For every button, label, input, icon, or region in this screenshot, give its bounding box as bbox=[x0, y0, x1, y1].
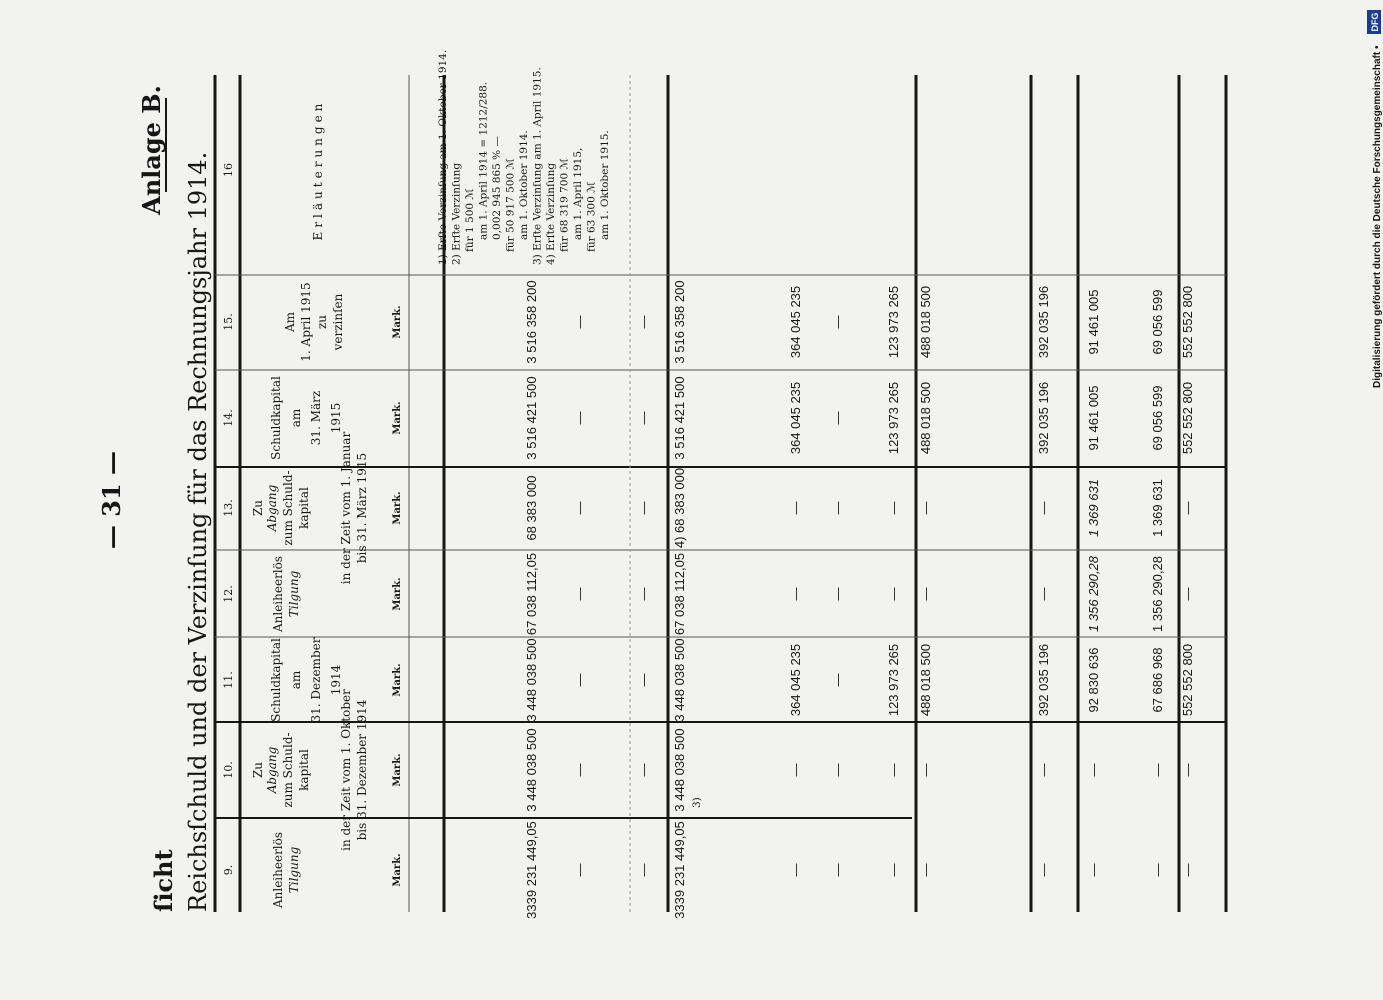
page-number: — 31 — bbox=[97, 450, 126, 550]
header-12-b: Tilgung bbox=[287, 570, 301, 618]
cell-r2-c14: — bbox=[572, 411, 587, 425]
cell-r11-c12: — bbox=[1180, 587, 1195, 601]
cell-r2-c15: — bbox=[572, 315, 587, 329]
note-line-5: für 50 917 500 ℳ bbox=[504, 158, 517, 252]
cell-r8-c12: — bbox=[1036, 587, 1051, 601]
units-row bbox=[392, 305, 403, 886]
cell-r4-c11: 364 045 235 bbox=[788, 643, 803, 717]
unit-9: Mark. bbox=[392, 853, 403, 887]
cell-r4-c14: 364 045 235 bbox=[788, 381, 803, 455]
header-11-c: 31. Dezember bbox=[309, 637, 323, 723]
cell-r3-c15: — bbox=[636, 315, 651, 329]
header-15-d: verzinſen bbox=[331, 293, 345, 351]
cell-r10-c13: 1 369 631 bbox=[1150, 479, 1165, 537]
column-numbers bbox=[222, 163, 235, 875]
cell-r1-c11: 3 448 038 500 bbox=[524, 638, 539, 722]
header-13-b: Abgang bbox=[265, 484, 279, 532]
note-line-7: 3) Erſte Verzinſung am 1. April 1915. bbox=[531, 67, 544, 265]
cell-r1-c12: 67 038 112,05 bbox=[524, 552, 539, 636]
note-line-12: am 1. Oktober 1915. bbox=[599, 130, 611, 240]
header-13-d: kapital bbox=[297, 487, 311, 529]
note-line-4: 0,002 945 865 % — bbox=[491, 136, 503, 240]
note-line-9: für 68 319 700 ℳ bbox=[558, 158, 571, 252]
cell-r4-c13: — bbox=[788, 501, 803, 515]
header-12-a: Anleiheerlös bbox=[271, 555, 285, 633]
cell-r8-c10: — bbox=[1036, 763, 1051, 777]
cell-sum1-c10-footnote: 3) bbox=[691, 797, 703, 808]
cell-r3-c9: — bbox=[636, 863, 651, 877]
col-num-9: 9. bbox=[222, 864, 235, 876]
note-line-3: am 1. April 1914 = 1212/288. bbox=[477, 81, 490, 240]
cell-r9-c14: 91 461 005 bbox=[1086, 385, 1101, 451]
cell-r7-c9: — bbox=[918, 863, 933, 877]
cell-r1-c15: 3 516 358 200 bbox=[524, 280, 539, 364]
cell-r9-c13: 1 369 631 bbox=[1086, 479, 1101, 537]
cell-r4-c15: 364 045 235 bbox=[788, 285, 803, 359]
col-num-10: 10. bbox=[222, 761, 235, 779]
unit-15: Mark. bbox=[392, 305, 403, 339]
cell-r7-c10: — bbox=[918, 763, 933, 777]
unit-13: Mark. bbox=[392, 491, 403, 525]
cell-r1-c9: 3339 231 449,05 bbox=[524, 821, 539, 919]
header-15-c: zu bbox=[315, 314, 329, 330]
cell-r3-c10: — bbox=[636, 763, 651, 777]
cell-r9-c15: 91 461 005 bbox=[1086, 289, 1101, 355]
cell-r10-c12: 1 356 290,28 bbox=[1150, 556, 1165, 632]
cell-r6-c11: 123 973 265 bbox=[886, 643, 901, 717]
cell-r8-c11: 392 035 196 bbox=[1036, 643, 1051, 717]
cell-r1-c14: 3 516 421 500 bbox=[524, 376, 539, 460]
header-12-period-1: in der Zeit vom 1. Januar bbox=[339, 431, 353, 585]
note-line-8: 4) Erſte Verzinſung bbox=[545, 162, 557, 265]
cell-r9-c12: 1 356 290,28 bbox=[1086, 556, 1101, 632]
cell-r9-c9: — bbox=[1086, 863, 1101, 877]
cell-r7-c13: — bbox=[918, 501, 933, 515]
cell-r8-c13: — bbox=[1036, 501, 1051, 515]
cell-r6-c14: 123 973 265 bbox=[886, 381, 901, 455]
header-9-period-2: bis 31. Dezember 1914 bbox=[355, 699, 369, 841]
cell-r10-c11: 67 686 968 bbox=[1150, 647, 1165, 713]
note-line-6: am 1. Oktober 1914. bbox=[518, 130, 530, 240]
col-num-13: 13. bbox=[222, 499, 235, 517]
annex-label: Anlage B. bbox=[137, 85, 166, 215]
header-13-a: Zu bbox=[251, 499, 265, 517]
unit-10: Mark. bbox=[392, 753, 403, 787]
title-line-1: ſicht bbox=[149, 849, 178, 912]
header-10-d: kapital bbox=[297, 749, 311, 791]
header-14-c: 31. März bbox=[309, 390, 323, 446]
cell-r5-c11: — bbox=[830, 673, 845, 687]
header-13-c: zum Schuld- bbox=[281, 470, 295, 546]
unit-11: Mark. bbox=[392, 663, 403, 697]
cell-sum1-c10: 3 448 038 500 bbox=[672, 728, 687, 812]
header-9-a: Anleiheerlös bbox=[271, 831, 285, 909]
cell-r6-c15: 123 973 265 bbox=[886, 285, 901, 359]
cell-r2-c10: — bbox=[572, 763, 587, 777]
note-line-11: für 63 300 ℳ bbox=[585, 181, 598, 252]
cell-r8-c14: 392 035 196 bbox=[1036, 381, 1051, 455]
cell-sum1-c12: 67 038 112,05 bbox=[672, 552, 687, 636]
title-line-2: Reichsſchuld und der Verzinſung für das Rechnungsjahr 1914. bbox=[184, 151, 212, 912]
cell-r5-c13: — bbox=[830, 501, 845, 515]
cell-r9-c11: 92 830 636 bbox=[1086, 647, 1101, 713]
explanations bbox=[437, 50, 611, 265]
cell-r8-c15: 392 035 196 bbox=[1036, 285, 1051, 359]
header-11-d: 1914 bbox=[329, 664, 343, 696]
cell-r4-c10: — bbox=[788, 763, 803, 777]
cell-r6-c10: — bbox=[886, 763, 901, 777]
col-num-16: 16 bbox=[222, 163, 235, 177]
table-body bbox=[524, 280, 1195, 918]
cell-r11-c13: — bbox=[1180, 501, 1195, 515]
cell-r1-c10: 3 448 038 500 bbox=[524, 728, 539, 812]
digitization-credit: Digitalisierung gefördert durch die Deutsche Forschungsgemeinschaft • bbox=[1372, 45, 1383, 388]
cell-sum1-c13: 4) 68 383 000 bbox=[672, 467, 687, 549]
dfg-logo bbox=[1367, 10, 1381, 34]
cell-r1-c13: 68 383 000 bbox=[524, 475, 539, 541]
cell-r6-c9: — bbox=[886, 863, 901, 877]
header-14-a: Schuldkapital bbox=[269, 376, 283, 460]
cell-r2-c9: — bbox=[572, 863, 587, 877]
unit-14: Mark. bbox=[392, 401, 403, 435]
cell-sum1-c11: 3 448 038 500 bbox=[672, 638, 687, 722]
cell-r8-c9: — bbox=[1036, 863, 1051, 877]
title-block bbox=[149, 152, 212, 912]
cell-r11-c11: 552 552 800 bbox=[1180, 643, 1195, 717]
cell-r5-c12: — bbox=[830, 587, 845, 601]
cell-r10-c14: 69 056 599 bbox=[1150, 385, 1165, 451]
cell-r10-c9: — bbox=[1150, 863, 1165, 877]
unit-12: Mark. bbox=[392, 577, 403, 611]
note-line-0: 1) Erſte Verzinſung am 1. Oktober 1914. bbox=[437, 49, 449, 265]
cell-r5-c14: — bbox=[830, 411, 845, 425]
header-16: Erläuterungen bbox=[311, 99, 325, 241]
cell-r7-c12: — bbox=[918, 587, 933, 601]
cell-r7-c11: 488 018 500 bbox=[918, 643, 933, 717]
cell-r5-c15: — bbox=[830, 315, 845, 329]
col-num-15: 15. bbox=[222, 313, 235, 331]
dfg-logo-text: DFG bbox=[1370, 12, 1380, 32]
cell-r2-c13: — bbox=[572, 501, 587, 515]
cell-r2-c11: — bbox=[572, 673, 587, 687]
header-14-b: am bbox=[289, 408, 303, 428]
cell-r11-c14: 552 552 800 bbox=[1180, 381, 1195, 455]
header-10-b: Abgang bbox=[265, 746, 279, 794]
header-12-period-2: bis 31. März 1915 bbox=[355, 452, 369, 564]
header-10-c: zum Schuld- bbox=[281, 732, 295, 808]
cell-r11-c9: — bbox=[1180, 863, 1195, 877]
note-line-2: für 1 500 ℳ bbox=[464, 188, 476, 252]
cell-r10-c15: 69 056 599 bbox=[1150, 289, 1165, 355]
cell-sum1-c15: 3 516 358 200 bbox=[672, 280, 687, 364]
cell-r5-c9: — bbox=[830, 863, 845, 877]
cell-r5-c10: — bbox=[830, 763, 845, 777]
cell-r6-c13: — bbox=[886, 501, 901, 515]
col-num-12: 12. bbox=[222, 585, 235, 603]
header-9-b: Tilgung bbox=[287, 846, 301, 894]
col-num-14: 14. bbox=[222, 409, 235, 427]
cell-r7-c14: 488 018 500 bbox=[918, 381, 933, 455]
cell-r4-c9: — bbox=[788, 863, 803, 877]
header-15-b: 1. April 1915 bbox=[299, 282, 313, 362]
cell-r7-c15: 488 018 500 bbox=[918, 285, 933, 359]
cell-r3-c13: — bbox=[636, 501, 651, 515]
column-headers bbox=[251, 100, 369, 909]
header-11-a: Schuldkapital bbox=[269, 638, 283, 722]
header-9-period-1: in der Zeit vom 1. Oktober bbox=[339, 689, 353, 851]
cell-r11-c10: — bbox=[1180, 763, 1195, 777]
cell-r3-c11: — bbox=[636, 673, 651, 687]
cell-r10-c10: — bbox=[1150, 763, 1165, 777]
cell-r9-c10: — bbox=[1086, 763, 1101, 777]
cell-sum1-c9: 3339 231 449,05 bbox=[672, 821, 687, 919]
cell-r3-c14: — bbox=[636, 411, 651, 425]
note-line-1: 2) Erſte Verzinſung bbox=[450, 162, 463, 265]
cell-r4-c12: — bbox=[788, 587, 803, 601]
header-11-b: am bbox=[289, 670, 303, 690]
col-num-11: 11. bbox=[222, 671, 235, 689]
note-line-10: am 1. April 1915, bbox=[572, 147, 584, 240]
cell-sum1-c14: 3 516 421 500 bbox=[672, 376, 687, 460]
cell-r3-c12: — bbox=[636, 587, 651, 601]
header-15-a: Am bbox=[283, 311, 297, 333]
cell-r11-c15: 552 552 800 bbox=[1180, 285, 1195, 359]
header-14-d: 1915 bbox=[329, 402, 343, 434]
header-10-a: Zu bbox=[251, 761, 265, 779]
cell-r2-c12: — bbox=[572, 587, 587, 601]
cell-r6-c12: — bbox=[886, 587, 901, 601]
